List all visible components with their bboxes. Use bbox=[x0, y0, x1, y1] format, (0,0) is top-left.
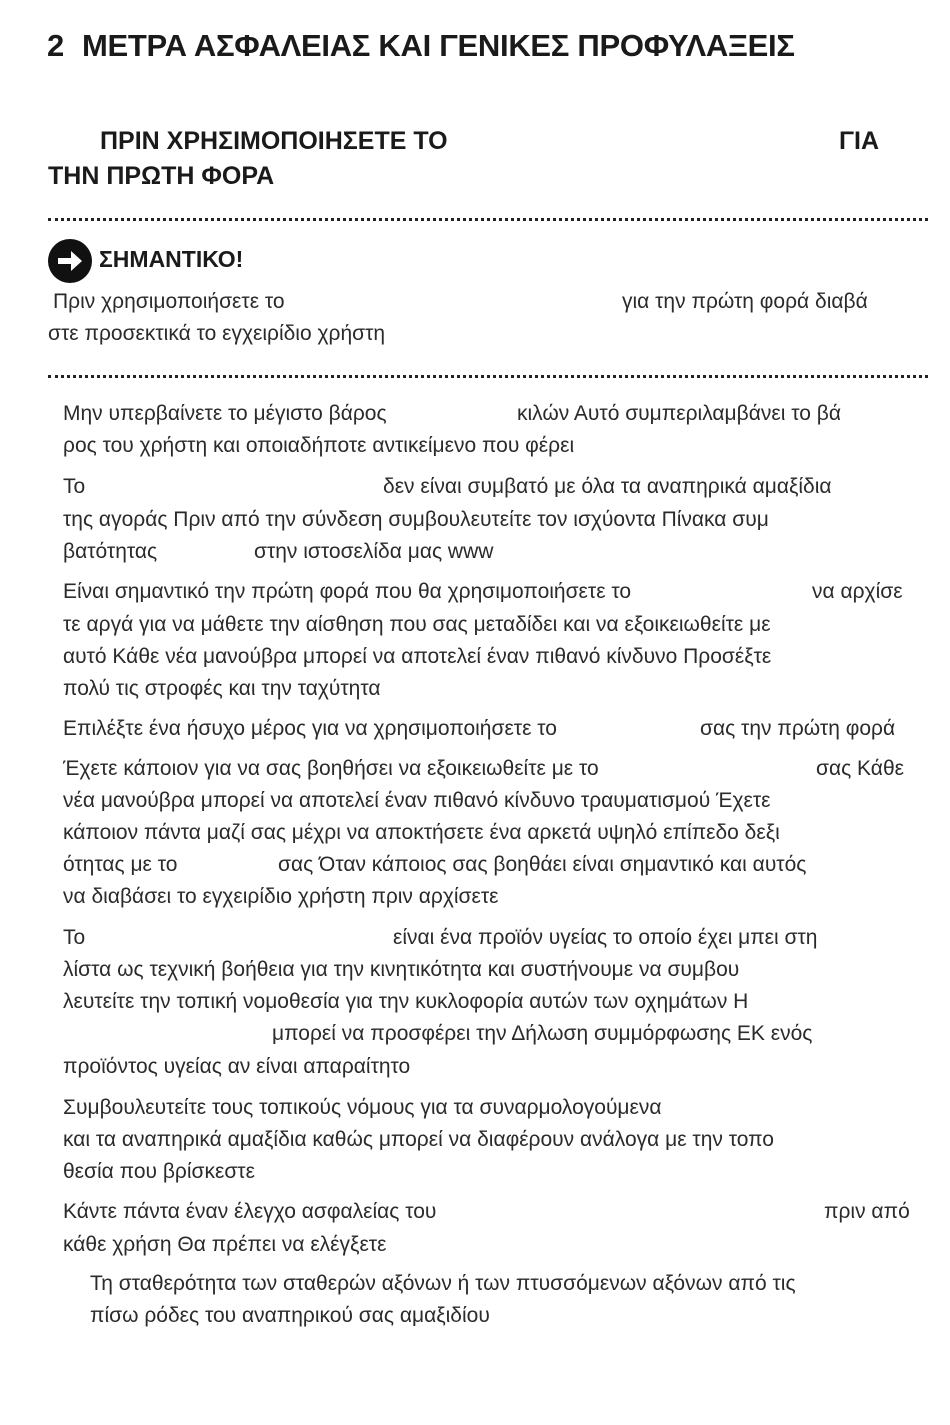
p5-line-4b: σας Όταν κάποιος σας βοηθάει είναι σημαντικό και αυτός bbox=[278, 853, 807, 876]
p1-line-2: ρος του χρήστη και οποιαδήποτε αντικείμενο που φέρει bbox=[63, 434, 575, 457]
p3-line-3: αυτό Κάθε νέα μανούβρα μπορεί να αποτελεί έναν πιθανό κίνδυνο Προσέξτε bbox=[63, 645, 772, 668]
p5-line-3: κάποιον πάντα μαζί σας μέχρι να αποκτήσετε ένα αρκετά υψηλό επίπεδο δεξι bbox=[63, 821, 780, 844]
important-text-1a: Πριν χρησιμοποιήσετε το bbox=[53, 290, 285, 313]
p2-line-3b: στην ιστοσελίδα μας www bbox=[254, 540, 494, 563]
important-label: ΣΗΜΑΝΤΙΚΟ! bbox=[99, 246, 244, 272]
p8-line-1b: πριν από bbox=[824, 1200, 910, 1223]
subheading-line2: ΤΗΝ ΠΡΩΤΗ ΦΟΡΑ bbox=[48, 162, 275, 190]
p1-line-1a: Μην υπερβαίνετε το μέγιστο βάρος bbox=[63, 402, 387, 425]
important-text-2: στε προσεκτικά το εγχειρίδιο χρήστη bbox=[48, 322, 386, 345]
p2-line-1a: Το bbox=[63, 475, 86, 498]
p6-line-1b: είναι ένα προϊόν υγείας το οποίο έχει μπει στη bbox=[393, 926, 818, 949]
p2-line-2: της αγοράς Πριν από την σύνδεση συμβουλευτείτε τον ισχύοντα Πίνακα συμ bbox=[63, 508, 769, 531]
p2-line-1b: δεν είναι συμβατό με όλα τα αναπηρικά αμαξίδια bbox=[383, 475, 832, 498]
subheading-part1: ΠΡΙΝ ΧΡΗΣΙΜΟΠΟΙΗΣΕΤΕ ΤΟ bbox=[100, 127, 448, 155]
p9-line-1: Τη σταθερότητα των σταθερών αξόνων ή των πτυσσόμενων αξόνων από τις bbox=[90, 1272, 796, 1295]
p6-line-4: μπορεί να προσφέρει την Δήλωση συμμόρφωσης ΕΚ ενός bbox=[272, 1022, 813, 1045]
p6-line-2: λίστα ως τεχνική βοήθεια για την κινητικότητα και συστήνουμε να συμβου bbox=[63, 958, 740, 981]
p5-line-1b: σας Κάθε bbox=[816, 757, 904, 780]
section-title: ΜΕΤΡΑ ΑΣΦΑΛΕΙΑΣ ΚΑΙ ΓΕΝΙΚΕΣ ΠΡΟΦΥΛΑΞΕΙΣ bbox=[82, 28, 795, 63]
p7-line-2: και τα αναπηρικά αμαξίδια καθώς μπορεί να διαφέρουν ανάλογα με την τοπο bbox=[63, 1128, 774, 1151]
p4-line-1b: σας την πρώτη φορά bbox=[700, 717, 896, 740]
p7-line-1: Συμβουλευτείτε τους τοπικούς νόμους για τα συναρμολογούμενα bbox=[63, 1096, 662, 1119]
p8-line-1a: Κάντε πάντα έναν έλεγχο ασφαλείας του bbox=[63, 1200, 437, 1223]
p6-line-1a: Το bbox=[63, 926, 86, 949]
p4-line-1a: Επιλέξτε ένα ήσυχο μέρος για να χρησιμοποιήσετε το bbox=[63, 717, 557, 740]
p3-line-1b: να αρχίσε bbox=[812, 580, 903, 603]
divider-bottom bbox=[48, 375, 928, 378]
important-text-1b: για την πρώτη φορά διαβά bbox=[622, 290, 868, 313]
p5-line-5: να διαβάσει το εγχειρίδιο χρήστη πριν αρχίσετε bbox=[63, 885, 499, 908]
p7-line-3: θεσία που βρίσκεστε bbox=[63, 1160, 255, 1183]
arrow-right-circle-icon bbox=[48, 239, 92, 283]
p3-line-1a: Είναι σημαντικό την πρώτη φορά που θα χρησιμοποιήσετε το bbox=[63, 580, 632, 603]
p6-line-3: λευτείτε την τοπική νομοθεσία για την κυκλοφορία αυτών των οχημάτων Η bbox=[63, 990, 749, 1013]
p6-line-5: προϊόντος υγείας αν είναι απαραίτητο bbox=[63, 1055, 411, 1078]
divider-top bbox=[48, 218, 928, 221]
p2-line-3a: βατότητας bbox=[63, 540, 158, 563]
p9-line-2: πίσω ρόδες του αναπηρικού σας αμαξιδίου bbox=[90, 1304, 490, 1327]
p5-line-1a: Έχετε κάποιον για να σας βοηθήσει να εξοικειωθείτε με το bbox=[63, 757, 599, 780]
p3-line-4: πολύ τις στροφές και την ταχύτητα bbox=[63, 677, 381, 700]
p1-line-1b: κιλών Αυτό συμπεριλαμβάνει το βά bbox=[517, 402, 841, 425]
section-number: 2 bbox=[47, 28, 64, 63]
p5-line-2: νέα μανούβρα μπορεί να αποτελεί έναν πιθανό κίνδυνο τραυματισμού Έχετε bbox=[63, 789, 771, 812]
p8-line-2: κάθε χρήση Θα πρέπει να ελέγξετε bbox=[63, 1233, 387, 1256]
p5-line-4a: ότητας με το bbox=[63, 853, 178, 876]
subheading-part2: ΓΙΑ bbox=[839, 127, 880, 155]
p3-line-2: τε αργά για να μάθετε την αίσθηση που σας μεταδίδει και να εξοικειωθείτε με bbox=[63, 613, 771, 636]
